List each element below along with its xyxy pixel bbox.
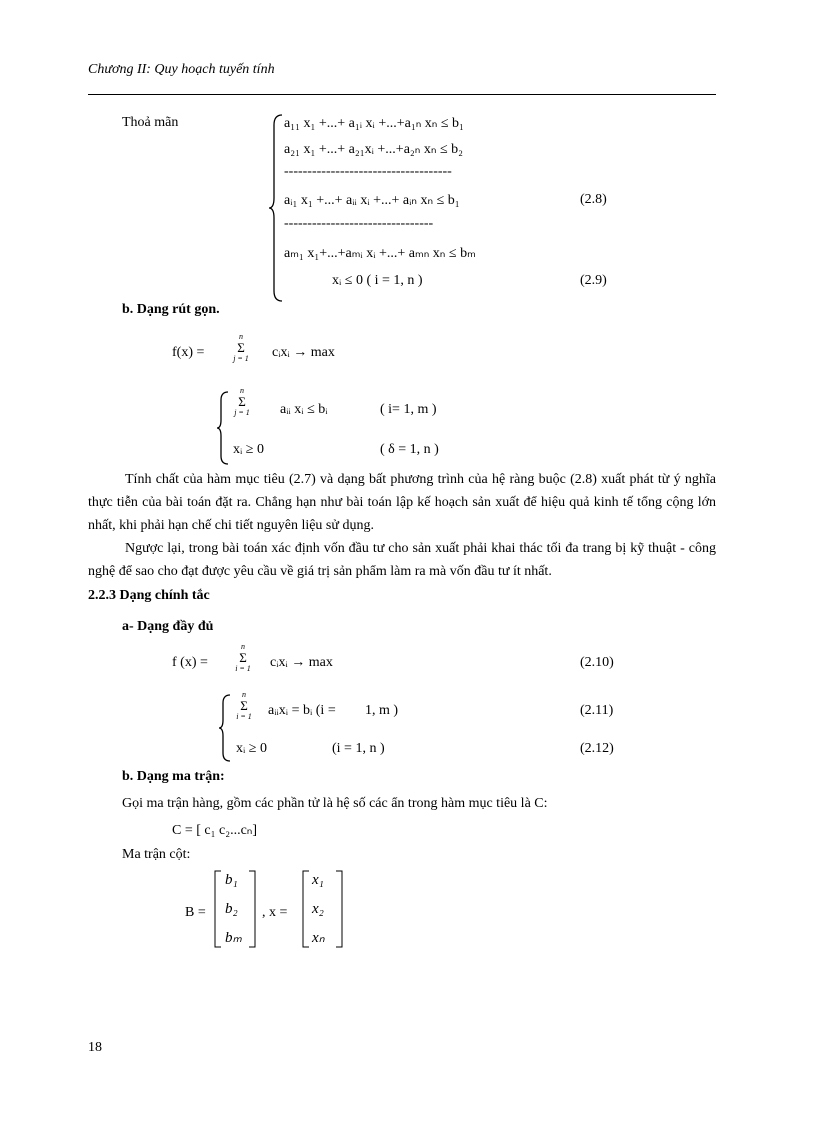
page-number: 18: [88, 1040, 102, 1055]
canonical-objective-lhs: f (x) =: [172, 655, 208, 670]
b-left-bracket: [214, 870, 222, 948]
canonical-sum-lower: i = 1: [235, 664, 251, 673]
sum-symbol: Σ: [237, 340, 245, 355]
x-entry-2: x₂: [312, 901, 324, 917]
left-brace: [268, 113, 284, 303]
objective-lhs: f(x) =: [172, 345, 205, 360]
short-range-2: ( δ = 1, n ): [380, 442, 439, 457]
canonical-constraint-1: aᵢᵢxᵢ = bᵢ (i =: [268, 703, 336, 718]
b-entry-2: b₂: [225, 901, 238, 917]
x-left-bracket: [302, 870, 310, 948]
header-rule: [88, 94, 716, 95]
canonical-sum-upper: n: [241, 642, 245, 651]
canonical-range-1: 1, m ): [365, 703, 399, 718]
constraint-row-i: aᵢ₁ x₁ +...+ aᵢᵢ xᵢ +...+ aᵢₙ xₙ ≤ b₁: [284, 193, 460, 208]
eq-label-2-12: (2.12): [580, 741, 614, 756]
sum-upper: n: [239, 332, 243, 341]
canonical-sum-symbol: Σ: [239, 650, 247, 665]
b-right-bracket: [248, 870, 256, 948]
x-entry-1: x₁: [312, 872, 324, 888]
x-matrix-label: , x =: [262, 905, 288, 920]
constraint-row-2: a₂₁ x₁ +...+ a₂₁xᵢ +...+a₂ₙ xₙ ≤ b₂: [284, 142, 464, 157]
heading-full-form: a- Dạng đầy đủ: [122, 619, 214, 634]
nonneg-constraint: xᵢ ≤ 0 ( i = 1, n ): [332, 273, 423, 288]
x-right-bracket: [335, 870, 343, 948]
satisfy-label: Thoả mãn: [122, 115, 179, 130]
chapter-header: Chương II: Quy hoạch tuyến tính: [88, 62, 275, 77]
canonical-sum-operator: [229, 642, 257, 674]
short-constraint-1: aᵢᵢ xᵢ ≤ bᵢ: [280, 402, 328, 417]
constraint-dashes-2: --------------------------------: [284, 216, 434, 231]
paragraph-2: Ngược lại, trong bài toán xác định vốn đầu tư cho sản xuất phải khai thác tối đa trang bị kỹ thuật - công nghệ để sao cho đạt được yêu cầu về giá trị sản phẩm làm ra mà vốn đầu tư ít nhất.: [88, 541, 716, 579]
sum-operator: [227, 332, 255, 364]
sum-lower: j = 1: [233, 354, 249, 363]
b-entry-m: bₘ: [225, 930, 242, 946]
canonical-constraint-2: xᵢ ≥ 0: [236, 741, 267, 756]
constraint-row-1: a₁₁ x₁ +...+ a₁ᵢ xᵢ +...+a₁ₙ xₙ ≤ b₁: [284, 116, 464, 131]
objective-rhs: cᵢxᵢ → max: [272, 345, 335, 360]
constraint-dashes-1: ------------------------------------: [284, 164, 452, 179]
c-matrix: C = [ c₁ c₂...cₙ]: [172, 823, 258, 838]
eq-label-2-9: (2.9): [580, 273, 607, 288]
short-sum-lower: j = 1: [234, 408, 250, 417]
short-sum-symbol: Σ: [238, 394, 246, 409]
heading-matrix-form: b. Dạng ma trận:: [122, 769, 225, 784]
x-entry-n: xₙ: [312, 930, 325, 946]
canonical-c1-sum-symbol: Σ: [240, 698, 248, 713]
canonical-range-2: (i = 1, n ): [332, 741, 385, 756]
short-constraint-2: xᵢ ≥ 0: [233, 442, 264, 457]
short-sum-operator: [228, 386, 256, 418]
b-matrix-label: B =: [185, 905, 206, 920]
eq-label-2-10: (2.10): [580, 655, 614, 670]
eq-label-2-11: (2.11): [580, 703, 614, 718]
constraint-row-m: aₘ₁ x₁+...+aₘᵢ xᵢ +...+ aₘₙ xₙ ≤ bₘ: [284, 246, 476, 261]
heading-short-form: b. Dạng rút gọn.: [122, 302, 220, 317]
paragraph-1: Tính chất của hàm mục tiêu (2.7) và dạng bất phương trình của hệ ràng buộc (2.8) xuất phát từ ý nghĩa thực tiễn của bài toán đặt ra. Chẳng hạn như bài toán lập kế hoạch sản xuất để hiệu quả kinh tế tổng cộng lớn nhất, khi phải hạn chế chi tiết nguyên liệu sử dụng.: [88, 472, 716, 533]
row-matrix-text: Gọi ma trận hàng, gồm các phần tử là hệ số các ẩn trong hàm mục tiêu là C:: [122, 796, 548, 811]
eq-label-2-8: (2.8): [580, 192, 607, 207]
b-entry-1: b₁: [225, 872, 238, 888]
canonical-c1-sum-upper: n: [242, 690, 246, 699]
canonical-c1-sum: [230, 690, 258, 722]
canonical-c1-sum-lower: i = 1: [236, 712, 252, 721]
short-sum-upper: n: [240, 386, 244, 395]
short-range-1: ( i= 1, m ): [380, 402, 437, 417]
canonical-objective-rhs: cᵢxᵢ → max: [270, 655, 333, 670]
heading-canonical: 2.2.3 Dạng chính tắc: [88, 588, 210, 603]
column-matrix-text: Ma trận cột:: [122, 847, 191, 862]
